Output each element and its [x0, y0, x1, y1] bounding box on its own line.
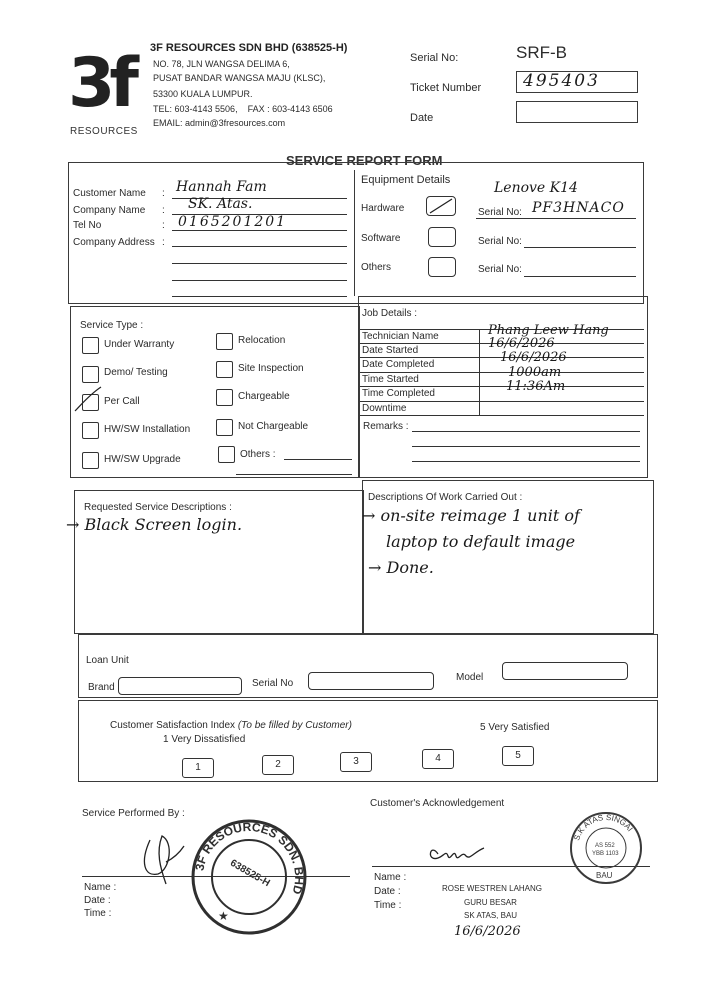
work-line-1: → on-site reimage 1 unit of	[362, 506, 580, 525]
remarks-line-2	[412, 446, 640, 447]
under-warranty-checkbox[interactable]	[82, 337, 99, 354]
technician-label: Technician Name	[362, 331, 439, 342]
serial-value: SRF-B	[516, 43, 567, 62]
remarks-line-3	[412, 461, 640, 462]
date-completed-label: Date Completed	[362, 359, 435, 370]
hw-sw-upgrade-label: HW/SW Upgrade	[104, 454, 181, 465]
customer-name-value: Hannah Fam	[176, 179, 267, 195]
company-address-1: NO. 78, JLN WANGSA DELIMA 6,	[153, 59, 290, 69]
rating-2-button[interactable]: 2	[262, 755, 294, 775]
hardware-serial-label: Serial No:	[478, 207, 522, 218]
work-line-2: laptop to default image	[386, 532, 576, 551]
software-serial-label: Serial No:	[478, 236, 522, 247]
ticket-value: 495403	[523, 71, 600, 91]
job-column-divider	[479, 329, 480, 415]
school-stamp	[568, 810, 644, 886]
hardware-serial-line	[476, 218, 636, 219]
serial-label: Serial No:	[410, 52, 459, 64]
service-performed-title: Service Performed By :	[82, 808, 185, 819]
address-line-4	[172, 296, 347, 297]
job-details-title: Job Details :	[362, 308, 418, 319]
section-divider	[354, 170, 355, 296]
others-service-checkbox[interactable]	[218, 446, 235, 463]
company-stamp-text: 3F RESOURCES SDN. BHD	[192, 819, 307, 896]
job-row-divider	[360, 415, 644, 416]
date-label: Date	[410, 112, 434, 124]
very-dissatisfied-label: 1 Very Dissatisfied	[163, 734, 246, 745]
chargeable-label: Chargeable	[238, 391, 290, 402]
customer-name-label: Customer Name	[73, 188, 146, 199]
school-stamp-bottom: BAU	[596, 871, 613, 880]
time-completed-value: 11:36Am	[506, 379, 566, 394]
hardware-label: Hardware	[361, 203, 405, 214]
ack-time-label: Time :	[374, 900, 402, 911]
customer-signature	[424, 838, 494, 868]
service-date-label: Date :	[84, 895, 111, 906]
chargeable-checkbox[interactable]	[216, 389, 233, 406]
site-inspection-checkbox[interactable]	[216, 361, 233, 378]
company-address-label: Company Address	[73, 237, 155, 248]
hw-sw-upgrade-checkbox[interactable]	[82, 452, 99, 469]
under-warranty-label: Under Warranty	[104, 339, 175, 350]
relocation-label: Relocation	[238, 335, 286, 346]
software-label: Software	[361, 233, 401, 244]
company-name: 3F RESOURCES SDN BHD (638525-H)	[150, 42, 348, 54]
stamp-star-icon: ★	[218, 909, 229, 923]
school-stamp-code-2: YBB 1103	[592, 851, 619, 857]
work-line-3: → Done.	[368, 558, 434, 577]
demo-testing-label: Demo/ Testing	[104, 367, 168, 378]
company-name-value: SK. Atas.	[188, 196, 253, 212]
brand-label: Brand	[88, 682, 115, 693]
service-type-title: Service Type :	[80, 320, 144, 331]
colon-3: :	[162, 220, 165, 231]
ack-date-value: 16/6/2026	[454, 924, 521, 939]
company-stamp-code: 638525-H	[228, 857, 272, 890]
ack-role-value: GURU BESAR	[464, 898, 517, 907]
ticket-field	[516, 71, 638, 93]
date-started-value: 16/6/2026	[488, 336, 555, 351]
site-inspection-label: Site Inspection	[238, 363, 304, 374]
colon-4: :	[162, 237, 165, 248]
loan-serial-field[interactable]	[308, 672, 434, 690]
others-label: Others	[361, 262, 392, 273]
software-serial-line	[524, 247, 636, 248]
others-serial-line	[524, 276, 636, 277]
satisfaction-title-note: (To be filled by Customer)	[237, 720, 352, 731]
address-line-1	[172, 246, 347, 247]
ack-date-label: Date :	[374, 886, 401, 897]
ack-name-label: Name :	[374, 872, 407, 883]
company-address-3: 53300 KUALA LUMPUR.	[153, 89, 253, 99]
logo-mark: 3f	[68, 44, 133, 123]
equipment-title: Equipment Details	[361, 174, 451, 186]
check-mark-icon	[427, 197, 455, 215]
others-line-1	[284, 459, 352, 460]
colon-2: :	[162, 205, 165, 216]
very-satisfied-label: 5 Very Satisfied	[480, 722, 550, 733]
rating-1-button[interactable]: 1	[182, 758, 214, 778]
technician-value: Phang Leew Hang	[488, 323, 609, 338]
school-stamp-text: S.K ATAS SINGAI	[572, 812, 635, 842]
work-carried-title: Descriptions Of Work Carried Out :	[368, 492, 523, 503]
rating-5-button[interactable]: 5	[502, 746, 534, 766]
time-started-value: 1000am	[508, 365, 562, 380]
check-mark-icon	[73, 383, 103, 413]
remarks-line-1	[412, 431, 640, 432]
logo-caption: RESOURCES	[70, 126, 138, 137]
hw-sw-installation-checkbox[interactable]	[82, 422, 99, 439]
job-row-divider	[360, 401, 644, 402]
school-stamp-code-1: AS 552	[595, 843, 615, 849]
model-label: Model	[456, 672, 484, 683]
loan-unit-title: Loan Unit	[86, 655, 129, 666]
date-field	[516, 101, 638, 123]
job-row-divider	[360, 372, 644, 373]
job-row-divider	[360, 386, 644, 387]
others-checkbox[interactable]	[428, 257, 456, 277]
others-line-2	[236, 474, 352, 475]
relocation-checkbox[interactable]	[216, 333, 233, 350]
per-call-label: Per Call	[104, 396, 140, 407]
address-line-3	[172, 280, 347, 281]
tel-value: 0165201201	[178, 214, 288, 230]
company-stamp	[190, 818, 308, 936]
address-line-2	[172, 263, 347, 264]
model-field[interactable]	[502, 662, 628, 680]
not-chargeable-checkbox[interactable]	[216, 419, 233, 436]
brand-field[interactable]	[118, 677, 242, 695]
service-name-label: Name :	[84, 882, 117, 893]
ticket-label: Ticket Number	[410, 82, 482, 94]
others-service-label: Others :	[240, 449, 276, 460]
date-started-label: Date Started	[362, 345, 419, 356]
customer-ack-title: Customer's Acknowledgement	[370, 798, 505, 809]
hardware-serial-value: PF3HNACO	[532, 200, 625, 216]
remarks-label: Remarks :	[363, 421, 409, 432]
tel-line	[172, 230, 347, 231]
hw-sw-installation-label: HW/SW Installation	[104, 424, 191, 435]
demo-testing-checkbox[interactable]	[82, 366, 99, 383]
others-serial-label: Serial No:	[478, 264, 522, 275]
time-completed-label: Time Completed	[362, 388, 435, 399]
company-logo	[68, 44, 142, 140]
equipment-model-value: Lenove K14	[494, 180, 578, 196]
ack-name-value: ROSE WESTREN LAHANG	[442, 884, 543, 893]
requested-service-text: → Black Screen login.	[66, 515, 243, 534]
company-tel: TEL: 603-4143 5506, FAX : 603-4143 6506	[153, 104, 333, 114]
job-details-table	[360, 323, 644, 415]
company-email: EMAIL: admin@3fresources.com	[153, 118, 286, 128]
satisfaction-title	[110, 720, 352, 731]
tel-label: Tel No	[73, 220, 102, 231]
downtime-label: Downtime	[362, 403, 407, 414]
rating-4-button[interactable]: 4	[422, 749, 454, 769]
form-title: SERVICE REPORT FORM	[286, 153, 443, 168]
not-chargeable-label: Not Chargeable	[238, 421, 309, 432]
work-carried-section	[362, 480, 654, 634]
hardware-checkbox[interactable]	[426, 196, 456, 216]
rating-3-button[interactable]: 3	[340, 752, 372, 772]
per-call-checkbox[interactable]	[82, 394, 99, 411]
ack-place-value: SK ATAS, BAU	[464, 911, 518, 920]
company-name-label: Company Name	[73, 205, 146, 216]
company-address-2: PUSAT BANDAR WANGSA MAJU (KLSC),	[153, 73, 326, 83]
satisfaction-title-text: Customer Satisfaction Index	[110, 720, 236, 731]
time-started-label: Time Started	[362, 374, 419, 385]
requested-service-title: Requested Service Descriptions :	[84, 502, 232, 513]
colon-1: :	[162, 188, 165, 199]
loan-serial-label: Serial No	[252, 678, 294, 689]
date-completed-value: 16/6/2026	[500, 350, 567, 365]
service-time-label: Time :	[84, 908, 112, 919]
service-type-section	[70, 306, 360, 478]
software-checkbox[interactable]	[428, 227, 456, 247]
